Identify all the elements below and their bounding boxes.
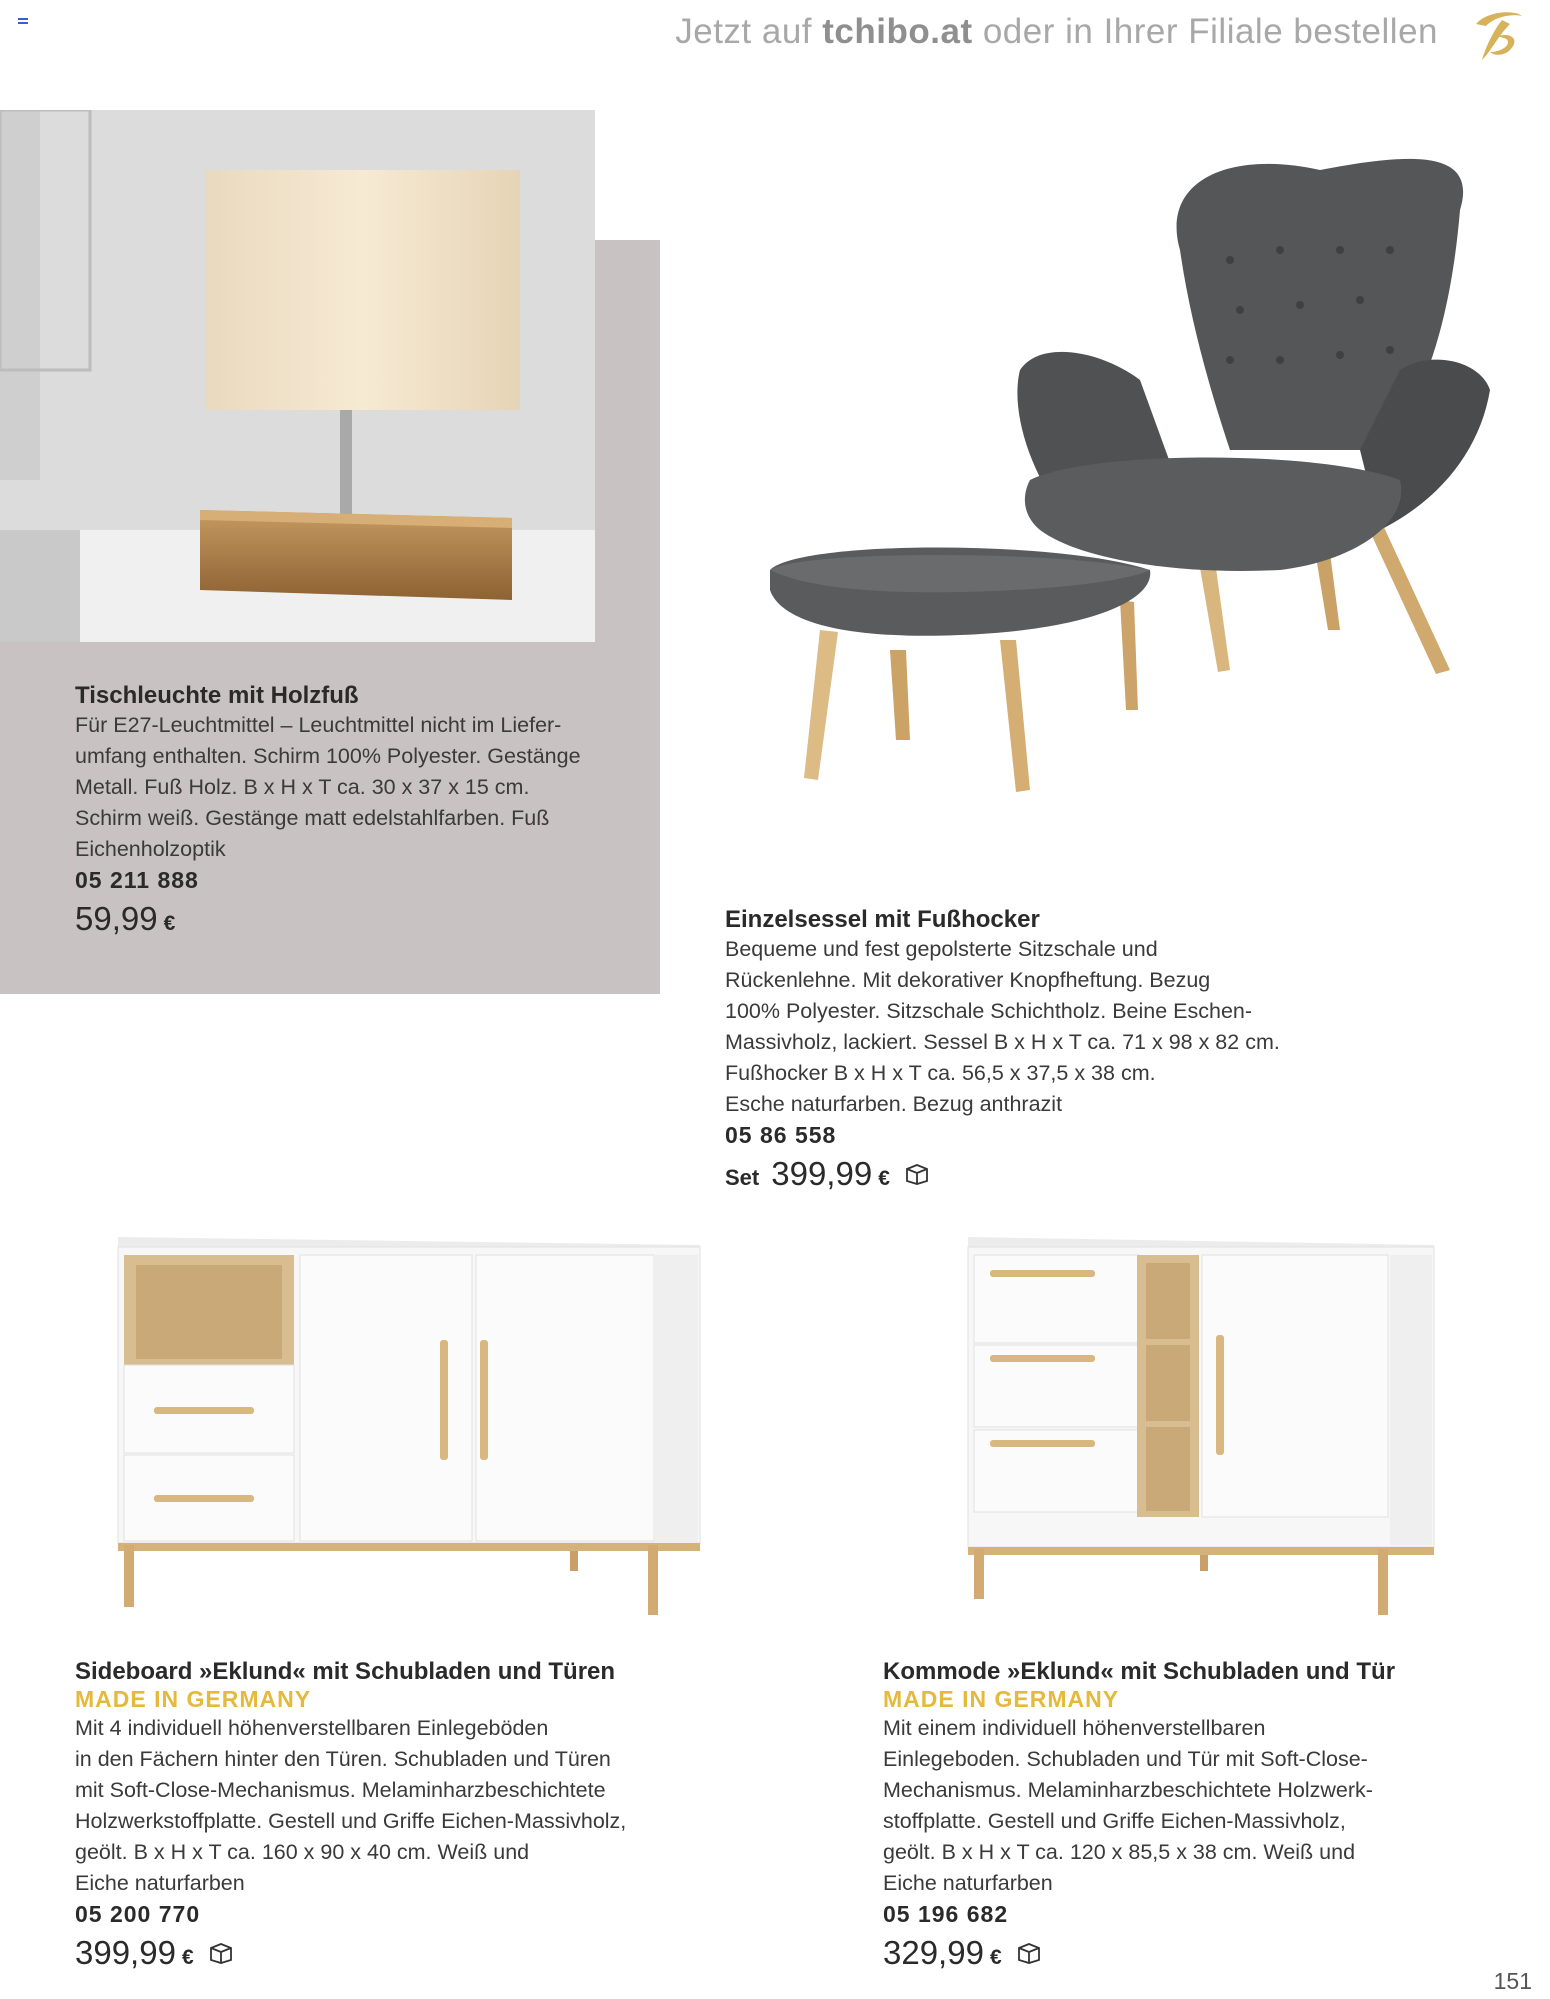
price-value: 59,99 [75, 900, 158, 937]
product-description: Bequeme und fest gepolsterte Sitzschale und Rückenlehne. Mit dekorativer Knopfheftung. Bezug 100% Polyester. Sitzschale Schichtholz. Beine Eschen- Massivholz, lackiert. Sessel B x H x T ca. 71 x 98 x 82 cm. Fußhocker B x H x T ca. 56,5 x 37,5 x 38 cm. Esche naturfarben. Bezug anthrazit [725, 937, 1280, 1116]
header-suffix: oder in Ihrer Filiale bestellen [982, 12, 1438, 51]
delivery-box-icon [904, 1163, 930, 1185]
article-number: 05 86 558 [725, 1122, 837, 1148]
price-prefix: Set [725, 1165, 760, 1190]
sideboard-photo [110, 1225, 710, 1625]
menu-icon[interactable] [18, 18, 28, 26]
commode-photo [960, 1225, 1440, 1625]
made-in-germany-badge: MADE IN GERMANY [75, 1686, 312, 1712]
made-in-germany-badge: MADE IN GERMANY [883, 1686, 1120, 1712]
product-lamp [75, 682, 645, 938]
price-value: 329,99 [883, 1934, 984, 1971]
lamp-photo [0, 110, 595, 642]
product-title: Kommode »Eklund« mit Schubladen und Tür [883, 1658, 1396, 1685]
currency: € [181, 1946, 194, 1969]
currency: € [989, 1946, 1002, 1969]
price-value: 399,99 [771, 1155, 873, 1192]
header-brand-link[interactable]: tchibo.at [822, 12, 973, 51]
table-lamp-image [0, 110, 595, 642]
price-value: 399,99 [75, 1934, 176, 1971]
product-description: Mit einem individuell höhenverstellbaren Einlegeboden. Schubladen und Tür mit Soft-Close- Mechanismus. Melaminharzbeschichtete Holzwerk- stoffplatte. Gestell und Griffe Eichen-Massivholz, geölt. B x H x T ca. 120 x 85,5 x 38 cm. Weiß und Eiche naturfarben [883, 1716, 1373, 1895]
tchibo-logo-icon [1468, 6, 1528, 66]
product-title: Einzelsessel mit Fußhocker [725, 906, 1040, 933]
product-title: Sideboard »Eklund« mit Schubladen und Türen [75, 1658, 616, 1685]
product-armchair [725, 906, 1425, 1193]
price [75, 1934, 735, 1972]
page-number: 151 [1493, 1968, 1532, 1994]
product-title: Tischleuchte mit Holzfuß [75, 682, 359, 709]
price [75, 900, 645, 938]
article-number: 05 211 888 [75, 867, 199, 893]
product-sideboard [75, 1658, 735, 1972]
header-prefix: Jetzt auf [675, 12, 813, 51]
delivery-box-icon [208, 1942, 234, 1964]
currency: € [163, 912, 176, 935]
price [725, 1155, 1425, 1193]
delivery-box-icon [1016, 1942, 1042, 1964]
article-number: 05 196 682 [883, 1901, 1009, 1927]
armchair-footstool-photo [760, 150, 1520, 870]
product-description: Für E27-Leuchtmittel – Leuchtmittel nicht im Liefer- umfang enthalten. Schirm 100% Polyester. Gestänge Metall. Fuß Holz. B x H x T ca. 30 x 37 x 15 cm. Schirm weiß. Gestänge matt edelstahlfarben. Fuß Eichenholzoptik [75, 713, 581, 861]
price [883, 1934, 1523, 1972]
article-number: 05 200 770 [75, 1901, 201, 1927]
product-commode [883, 1658, 1523, 1972]
header-tagline [675, 12, 1438, 52]
currency: € [878, 1167, 890, 1190]
product-description: Mit 4 individuell höhenverstellbaren Einlegeböden in den Fächern hinter den Türen. Schubladen und Türen mit Soft-Close-Mechanismus. Melaminharzbeschichtete Holzwerkstoffplatte. Gestell und Griffe Eichen-Massivholz, geölt. B x H x T ca. 160 x 90 x 40 cm. Weiß und Eiche naturfarben [75, 1716, 627, 1895]
